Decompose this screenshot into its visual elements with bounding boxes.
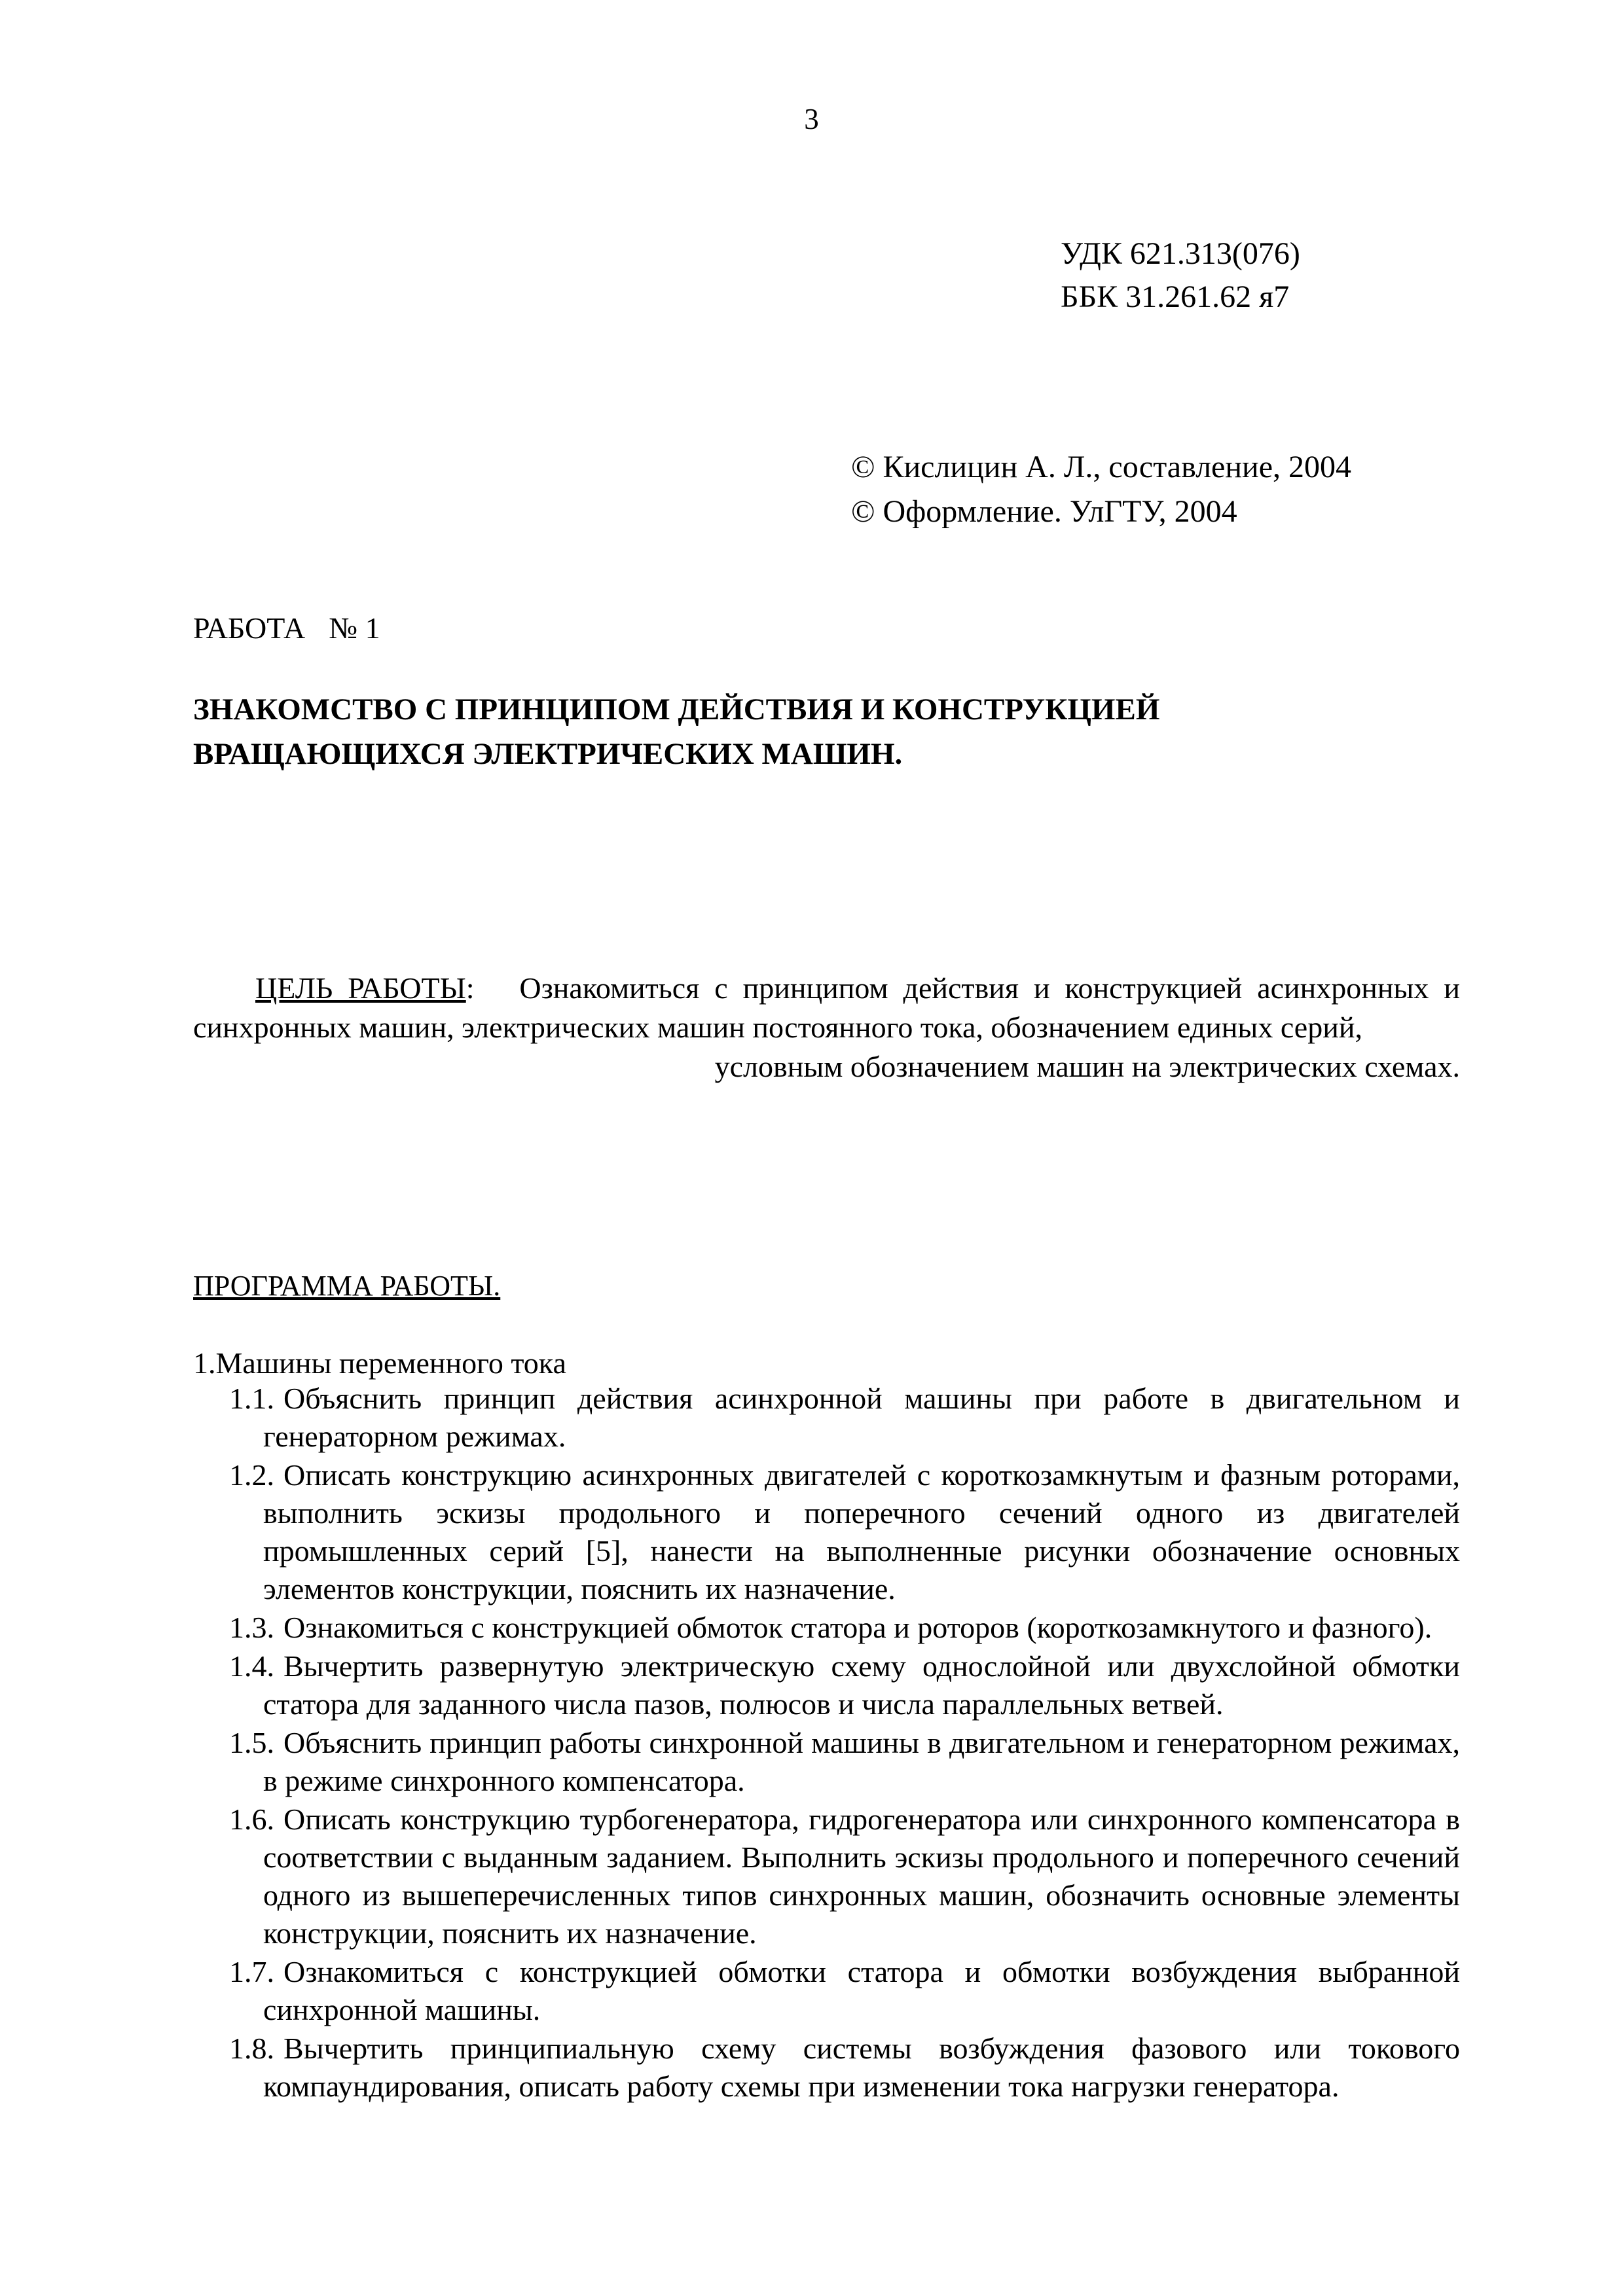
copyright-block <box>851 445 1351 534</box>
program-heading: ПРОГРАММА РАБОТЫ. <box>193 1270 501 1302</box>
list-item <box>229 2030 1460 2106</box>
title-line: ВРАЩАЮЩИХСЯ ЭЛЕКТРИЧЕСКИХ МАШИН. <box>193 737 903 771</box>
copyright-author: © Кислицин А. Л., составление, 2004 <box>851 450 1352 484</box>
classification-block <box>1061 232 1300 319</box>
title-line: ЗНАКОМСТВО С ПРИНЦИПОМ ДЕЙСТВИЯ И КОНСТРУКЦИЕЙ <box>193 692 1160 726</box>
item-text: Вычертить принципиальную схему системы возбуждения фазового или токового компаундирования, описать работу схемы при изменении тока нагрузки генератора. <box>263 2032 1460 2103</box>
item-text: Вычертить развернутую электрическую схему однослойной или двухслойной обмотки статора для заданного числа пазов, полюсов и числа параллельных ветвей. <box>263 1649 1460 1721</box>
item-text: Ознакомиться с конструкцией обмотки статора и обмотки возбуждения выбранной синхронной машины. <box>263 1955 1460 2026</box>
item-number: 1.2. <box>229 1458 274 1492</box>
item-number: 1.7. <box>229 1955 274 1988</box>
list-item <box>229 1953 1460 2029</box>
list-item <box>229 1724 1460 1800</box>
item-number: 1.5. <box>229 1726 274 1759</box>
bbk-code: ББК 31.261.62 я7 <box>1061 279 1290 314</box>
item-number: 1.6. <box>229 1803 274 1836</box>
goal-paragraph: ЦЕЛЬ РАБОТЫ: Ознакомиться с принципом действия и конструкцией асинхронных и синхронных машин, электрических машин постоянного тока, обозначением единых серий, условным обозначением машин на электрических схемах. <box>193 969 1460 1086</box>
copyright-design: © Оформление. УлГТУ, 2004 <box>851 494 1237 529</box>
item-number: 1.4. <box>229 1649 274 1683</box>
section-title: 1.Машины переменного тока <box>193 1346 566 1380</box>
work-number: № 1 <box>329 611 380 645</box>
program-items-list <box>229 1380 1460 2106</box>
item-number: 1.1. <box>229 1382 274 1415</box>
work-label: РАБОТА <box>193 611 306 645</box>
list-item <box>229 1380 1460 1456</box>
list-item <box>229 1647 1460 1723</box>
page-number: 3 <box>804 103 819 135</box>
udk-code: УДК 621.313(076) <box>1061 236 1300 271</box>
item-text: Описать конструкцию турбогенератора, гидрогенератора или синхронного компенсатора в соответствии с выданным заданием. Выполнить эскизы продольного и поперечного сечений одного из вышеперечисленных типов синхронных машин, обозначить основные элементы конструкции, пояснить их назначение. <box>263 1803 1460 1950</box>
goal-text: Ознакомиться с принципом действия и конструкцией асинхронных и синхронных машин, электрических машин постоянного тока, обозначением единых серий, <box>193 971 1460 1044</box>
list-item <box>229 1456 1460 1608</box>
goal-text-last: условным обозначением машин на электрических схемах. <box>714 1050 1460 1083</box>
work-heading <box>193 609 380 648</box>
item-text: Объяснить принцип работы синхронной машины в двигательном и генераторном режимах, в режиме синхронного компенсатора. <box>263 1726 1460 1797</box>
list-item <box>229 1609 1460 1647</box>
item-number: 1.8. <box>229 2032 274 2065</box>
work-title <box>193 687 1470 776</box>
item-text: Объяснить принцип действия асинхронной машины при работе в двигательном и генераторном режимах. <box>263 1382 1460 1453</box>
item-number: 1.3. <box>229 1611 274 1644</box>
item-text: Ознакомиться с конструкцией обмоток статора и роторов (короткозамкнутого и фазного). <box>283 1611 1432 1644</box>
goal-label: ЦЕЛЬ РАБОТЫ <box>255 971 466 1005</box>
list-item <box>229 1801 1460 1952</box>
item-text: Описать конструкцию асинхронных двигателей с короткозамкнутым и фазным роторами, выполнить эскизы продольного и поперечного сечений одного из двигателей промышленных серий [5], нанести на выполненные рисунки обозначение основных элементов конструкции, пояснить их назначение. <box>263 1458 1460 1605</box>
